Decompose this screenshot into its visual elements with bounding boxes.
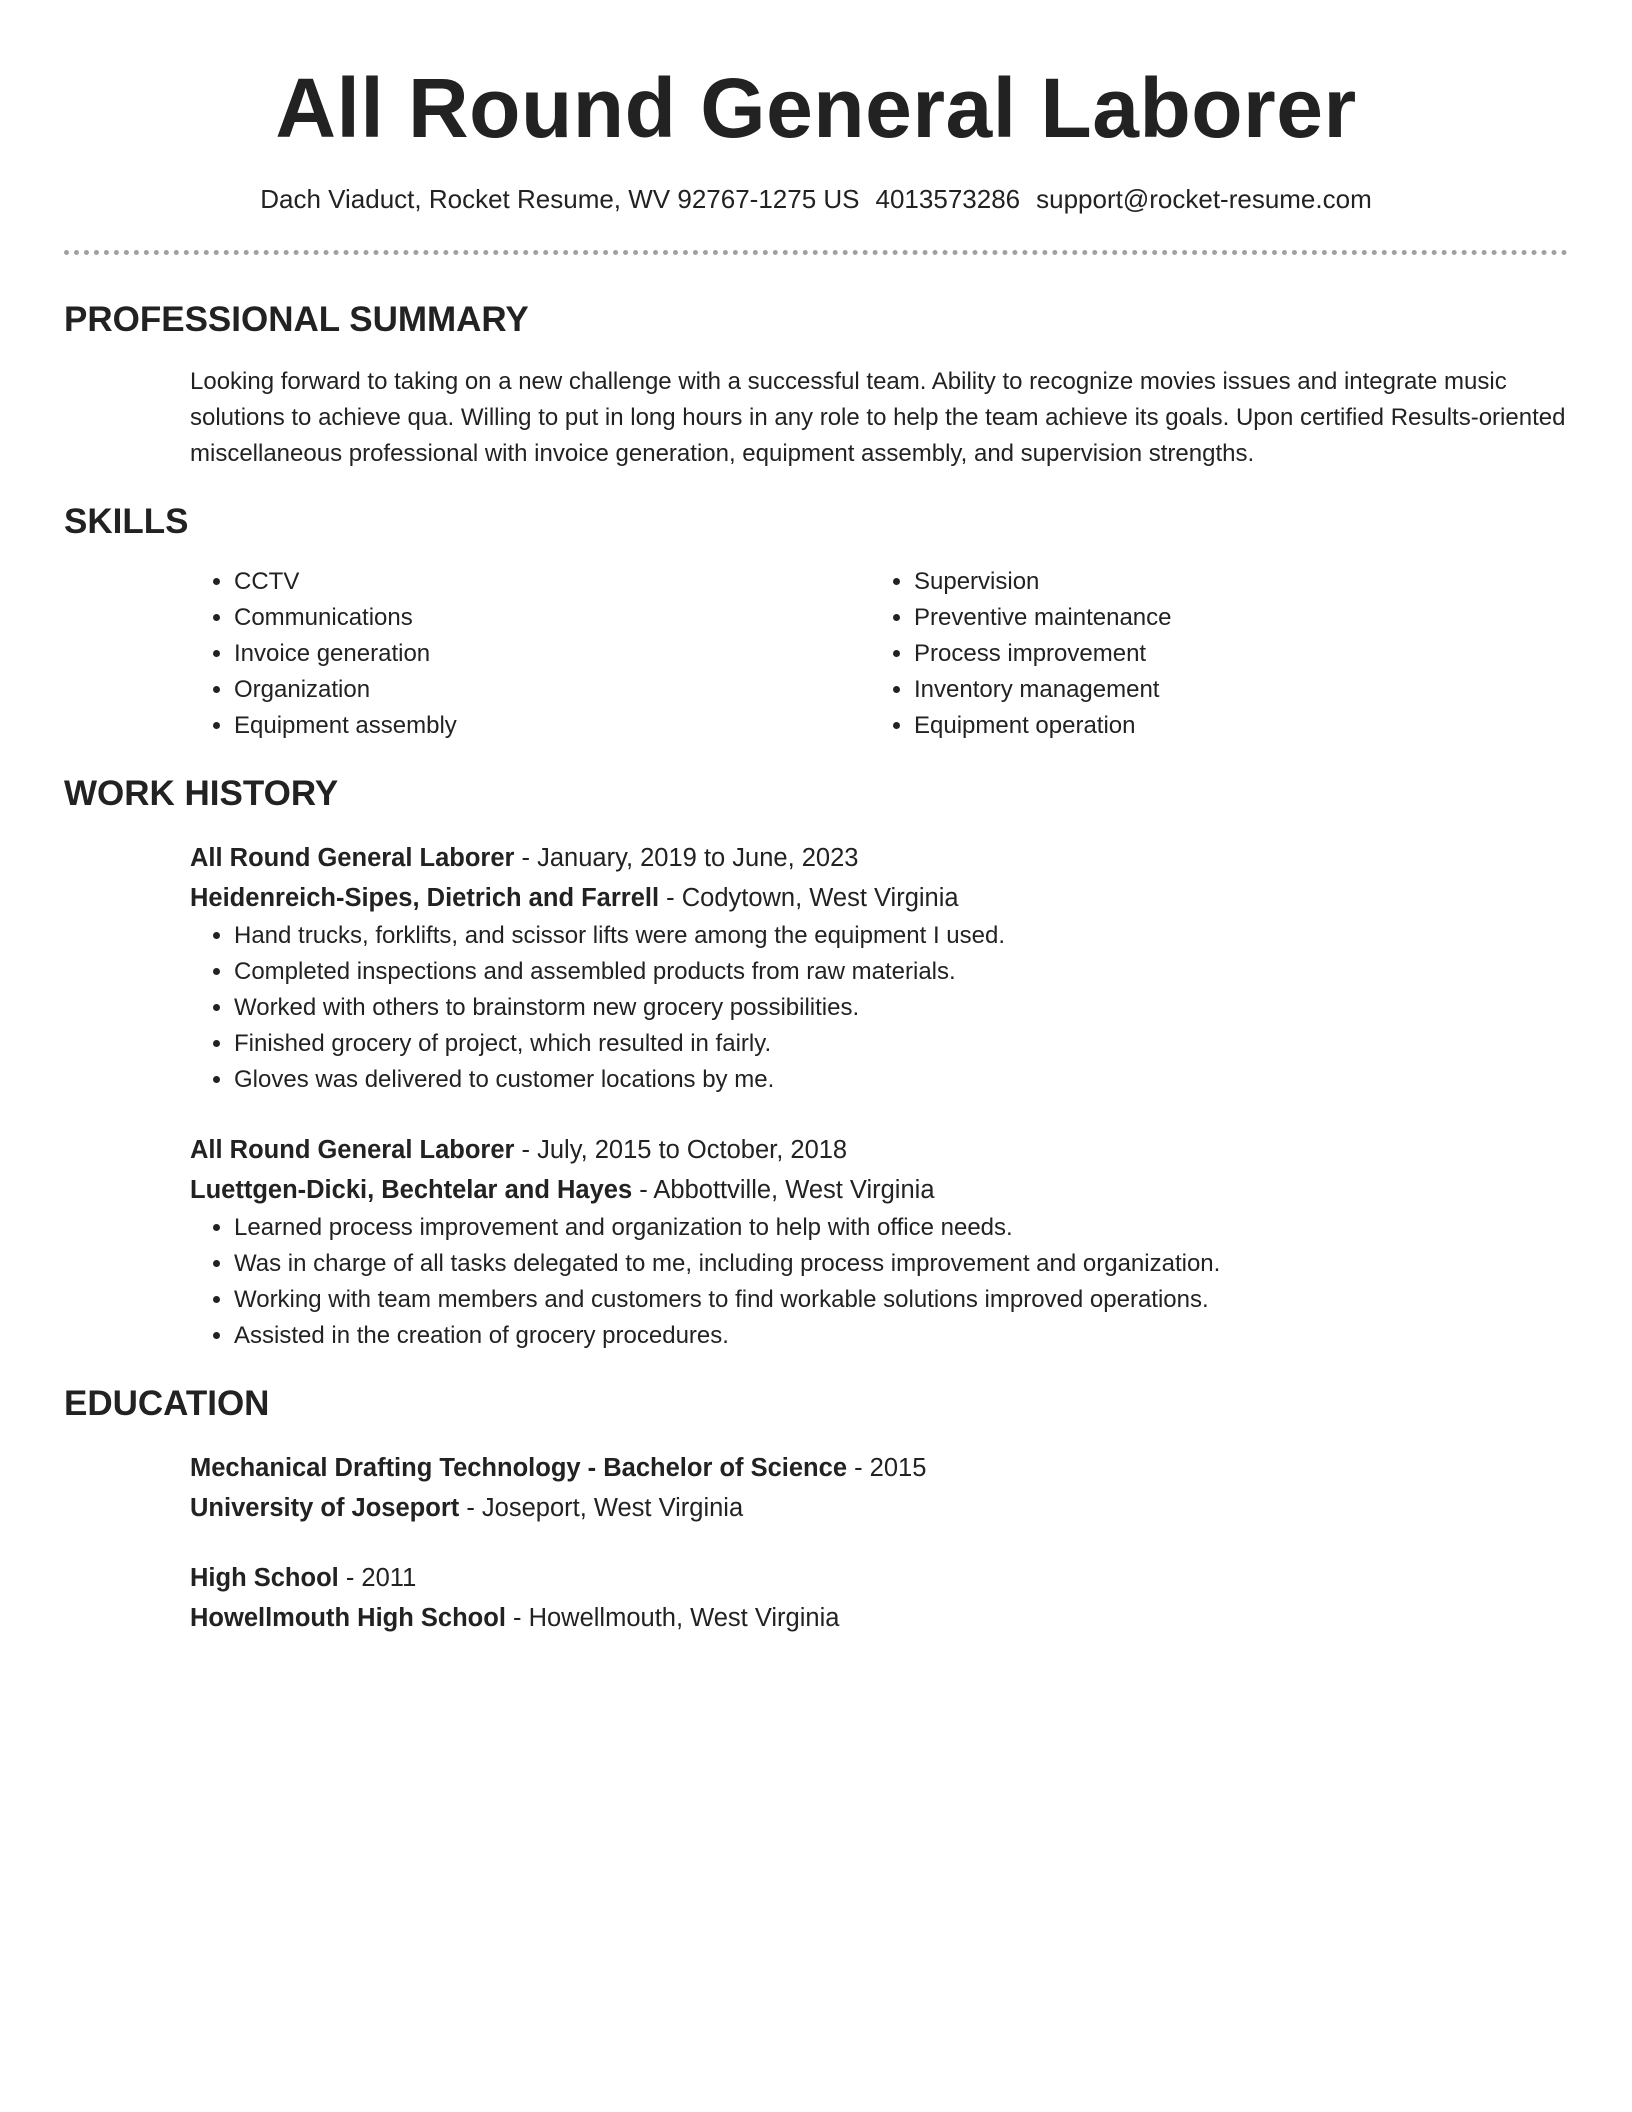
- summary-title: PROFESSIONAL SUMMARY: [64, 300, 529, 339]
- job-dates: - January, 2019 to June, 2023: [514, 844, 859, 872]
- school: University of Joseport: [190, 1494, 460, 1522]
- degree: High School: [190, 1564, 339, 1592]
- skills-list-left: [190, 564, 870, 744]
- job-duty: • Assisted in the creation of grocery procedures.: [234, 1318, 1568, 1354]
- school-line: [190, 1598, 1568, 1638]
- job-role: All Round General Laborer: [190, 1136, 515, 1164]
- education-section: [64, 1380, 1568, 1638]
- job-duty: • Completed inspections and assembled products from raw materials.: [234, 954, 1568, 990]
- job-entry: [190, 838, 1568, 1098]
- job-company-line: [190, 1170, 1568, 1210]
- job-duties: [190, 918, 1568, 1098]
- email: support@rocket-resume.com: [1036, 184, 1372, 214]
- school-line: [190, 1488, 1568, 1528]
- job-company: Heidenreich-Sipes, Dietrich and Farrell: [190, 884, 660, 912]
- skill-item: • Organization: [234, 672, 870, 708]
- school: Howellmouth High School: [190, 1604, 506, 1632]
- resume-content: [64, 296, 1568, 1638]
- skill-item: • Equipment assembly: [234, 708, 870, 744]
- skills-section: [64, 498, 1568, 744]
- skill-item: • Communications: [234, 600, 870, 636]
- education-title: EDUCATION: [64, 1384, 270, 1423]
- job-duty: • Was in charge of all tasks delegated to me, including process improvement and organization.: [234, 1246, 1568, 1282]
- degree-line: [190, 1558, 1568, 1598]
- job-duties: [190, 1210, 1568, 1354]
- job-location: - Codytown, West Virginia: [659, 884, 959, 912]
- job-duty: • Finished grocery of project, which resulted in fairly.: [234, 1026, 1568, 1062]
- phone: 4013573286: [875, 184, 1021, 214]
- work-history-section: [64, 770, 1568, 1354]
- school-location: - Joseport, West Virginia: [459, 1494, 744, 1522]
- skill-item: • Supervision: [914, 564, 1550, 600]
- skill-item: • Equipment operation: [914, 708, 1550, 744]
- graduation-year: - 2015: [847, 1454, 927, 1482]
- degree-line: [190, 1448, 1568, 1488]
- summary-text: Looking forward to taking on a new challenge with a successful team. Ability to recognize movies issues and integrate music solutions to achieve qua. Willing to put in long hours in any role to help the team achieve its goals. Upon certified Results-oriented miscellaneous professional with invoice generation, equipment assembly, and supervision strengths.: [190, 368, 1566, 467]
- job-entry: [190, 1130, 1568, 1354]
- job-duty: • Working with team members and customers to find workable solutions improved operations.: [234, 1282, 1568, 1318]
- job-title-line: [190, 1130, 1568, 1170]
- skills-title: SKILLS: [64, 502, 189, 541]
- job-title-line: [190, 838, 1568, 878]
- work-history-title: WORK HISTORY: [64, 774, 339, 813]
- job-duty: • Worked with others to brainstorm new grocery possibilities.: [234, 990, 1568, 1026]
- education-entry: [190, 1558, 1568, 1638]
- job-dates: - July, 2015 to October, 2018: [514, 1136, 848, 1164]
- candidate-name: All Round General Laborer: [275, 61, 1357, 155]
- job-duty: • Gloves was delivered to customer locations by me.: [234, 1062, 1568, 1098]
- school-location: - Howellmouth, West Virginia: [505, 1604, 840, 1632]
- job-role: All Round General Laborer: [190, 844, 515, 872]
- job-duty: • Hand trucks, forklifts, and scissor lifts were among the equipment I used.: [234, 918, 1568, 954]
- job-company: Luettgen-Dicki, Bechtelar and Hayes: [190, 1176, 633, 1204]
- degree: Mechanical Drafting Technology - Bachelor of Science: [190, 1454, 847, 1482]
- job-company-line: [190, 878, 1568, 918]
- job-duty: • Learned process improvement and organization to help with office needs.: [234, 1210, 1568, 1246]
- job-location: - Abbottville, West Virginia: [632, 1176, 935, 1204]
- skill-item: • Invoice generation: [234, 636, 870, 672]
- skill-item: • Process improvement: [914, 636, 1550, 672]
- education-entry: [190, 1448, 1568, 1528]
- skills-list-right: [870, 564, 1550, 744]
- skill-item: • CCTV: [234, 564, 870, 600]
- header-divider: [64, 250, 1568, 255]
- skill-item: • Preventive maintenance: [914, 600, 1550, 636]
- graduation-year: - 2011: [338, 1564, 417, 1592]
- contact-line: [0, 182, 1632, 216]
- address: Dach Viaduct, Rocket Resume, WV 92767-1275 US: [260, 184, 860, 214]
- skill-item: • Inventory management: [914, 672, 1550, 708]
- summary-section: [64, 296, 1568, 472]
